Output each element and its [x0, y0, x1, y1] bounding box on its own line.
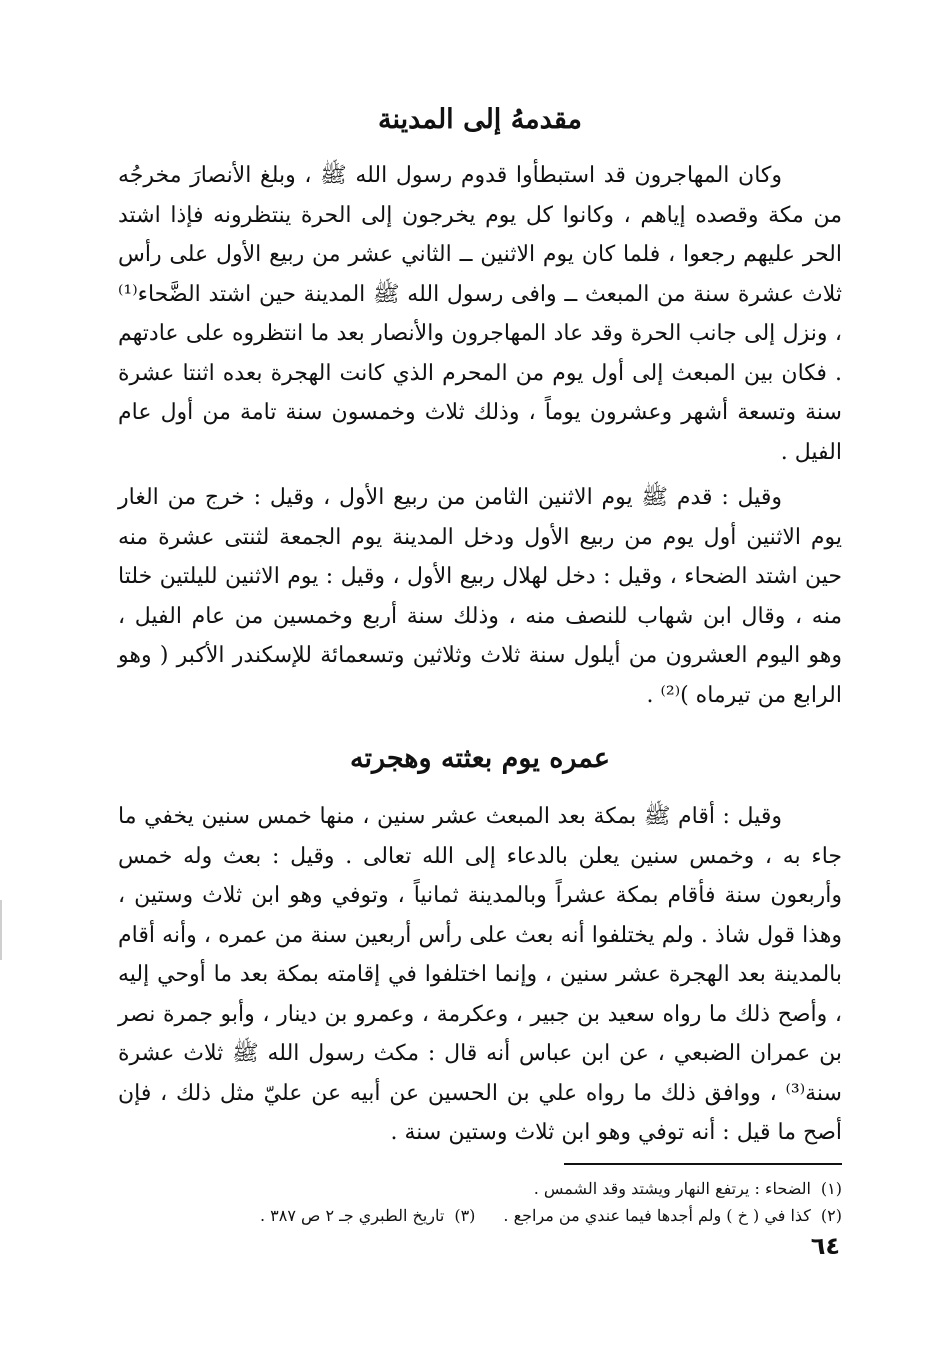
footnote-1-text: الضحاء : يرتفع النهار ويشتد وقد الشمس .	[533, 1178, 811, 1198]
footnote-1	[118, 1175, 842, 1202]
footnote-1-number: (١)	[820, 1178, 842, 1198]
footnote-2-number: (٢)	[820, 1205, 842, 1225]
section-heading-arrival-medina: مقدمهُ إلى المدينة	[378, 104, 582, 135]
footnote-3-number: (٣)	[454, 1205, 476, 1225]
section-heading-age-at-mission: عمره يوم بعثته وهجرته	[349, 743, 611, 774]
scan-edge-mark	[0, 900, 2, 960]
footnote-2-text: كذا في ( خ ) ولم أجدها فيما عندي من مراجع .	[503, 1205, 811, 1225]
book-page	[118, 100, 842, 1229]
paragraph-arrival: وكان المهاجرون قد استبطأوا قدوم رسول الله ﷺ ، وبلغ الأنصارَ مخرجُه من مكة وقصده إياهم ، وكانوا كل يوم يخرجون إلى الحرة ينتظرونه فإذا اشتد الحر عليهم رجعوا ، فلما كان يوم الاثنين ــ الثاني عشر من ربيع الأول على رأس ثلاث عشرة سنة من المبعث ــ وافى رسول الله ﷺ المدينة حين اشتد الضَّحاء⁽¹⁾ ، ونزل إلى جانب الحرة وقد عاد المهاجرون والأنصار بعد ما انتظروه على عادتهم . فكان بين المبعث إلى أول يوم من المحرم الذي كانت الهجرة بعده اثنتا عشرة سنة وتسعة أشهر وعشرون يوماً ، وذلك ثلاث وخمسون سنة تامة من أول عام الفيل .	[118, 163, 842, 465]
paragraph-age-at-mission: وقيل : أقام ﷺ بمكة بعد المبعث عشر سنين ، منها خمس سنين يخفي ما جاء به ، وخمس سنين يعلن بالدعاء إلى الله تعالى . وقيل : بعث وله خمس وأربعون سنة فأقام بمكة عشراً وبالمدينة ثمانياً ، وتوفي وهو ابن ثلاث وستين ، وهذا قول شاذ . ولم يختلفوا أنه بعث على رأس أربعين سنة من عمره ، وأنه أقام بالمدينة بعد الهجرة عشر سنين ، وإنما اختلفوا في إقامته بمكة بعد ما أوحي إليه ، وأصح ذلك ما رواه سعيد بن جبير ، وعكرمة ، وعمرو بن دينار ، وأبو جمرة نصر بن عمران الضبعي ، عن ابن عباس أنه قال : مكث رسول الله ﷺ ثلاث عشرة سنة⁽³⁾ ، ووافق ذلك ما رواه علي بن الحسين عن أبيه عن عليّ مثل ذلك ، فإن أصح ما قيل : أنه توفي وهو ابن ثلاث وستين سنة .	[118, 804, 842, 1145]
footnote-3-text: تاريخ الطبري جـ ٢ ص ٣٨٧ .	[259, 1205, 445, 1225]
paragraph-arrival-alternatives: وقيل : قدم ﷺ يوم الاثنين الثامن من ربيع الأول ، وقيل : خرج من الغار يوم الاثنين أول يوم من ربيع الأول ودخل المدينة يوم الجمعة لثنتى عشرة منه حين اشتد الضحاء ، وقيل : دخل لهلال ربيع الأول ، وقيل : يوم الاثنين لليلتين خلتا منه ، وقال ابن شهاب للنصف منه ، وذلك سنة أربع وخمسين من عام الفيل ، وهو اليوم العشرون من أيلول سنة ثلاث وثلاثين وتسعمائة للإسكندر الأكبر ( وهو الرابع من تيرماه )⁽²⁾ .	[118, 485, 842, 708]
footnote-2-and-3	[118, 1202, 842, 1229]
footnote-divider	[564, 1163, 842, 1165]
page-number: ٦٤	[810, 1232, 840, 1260]
